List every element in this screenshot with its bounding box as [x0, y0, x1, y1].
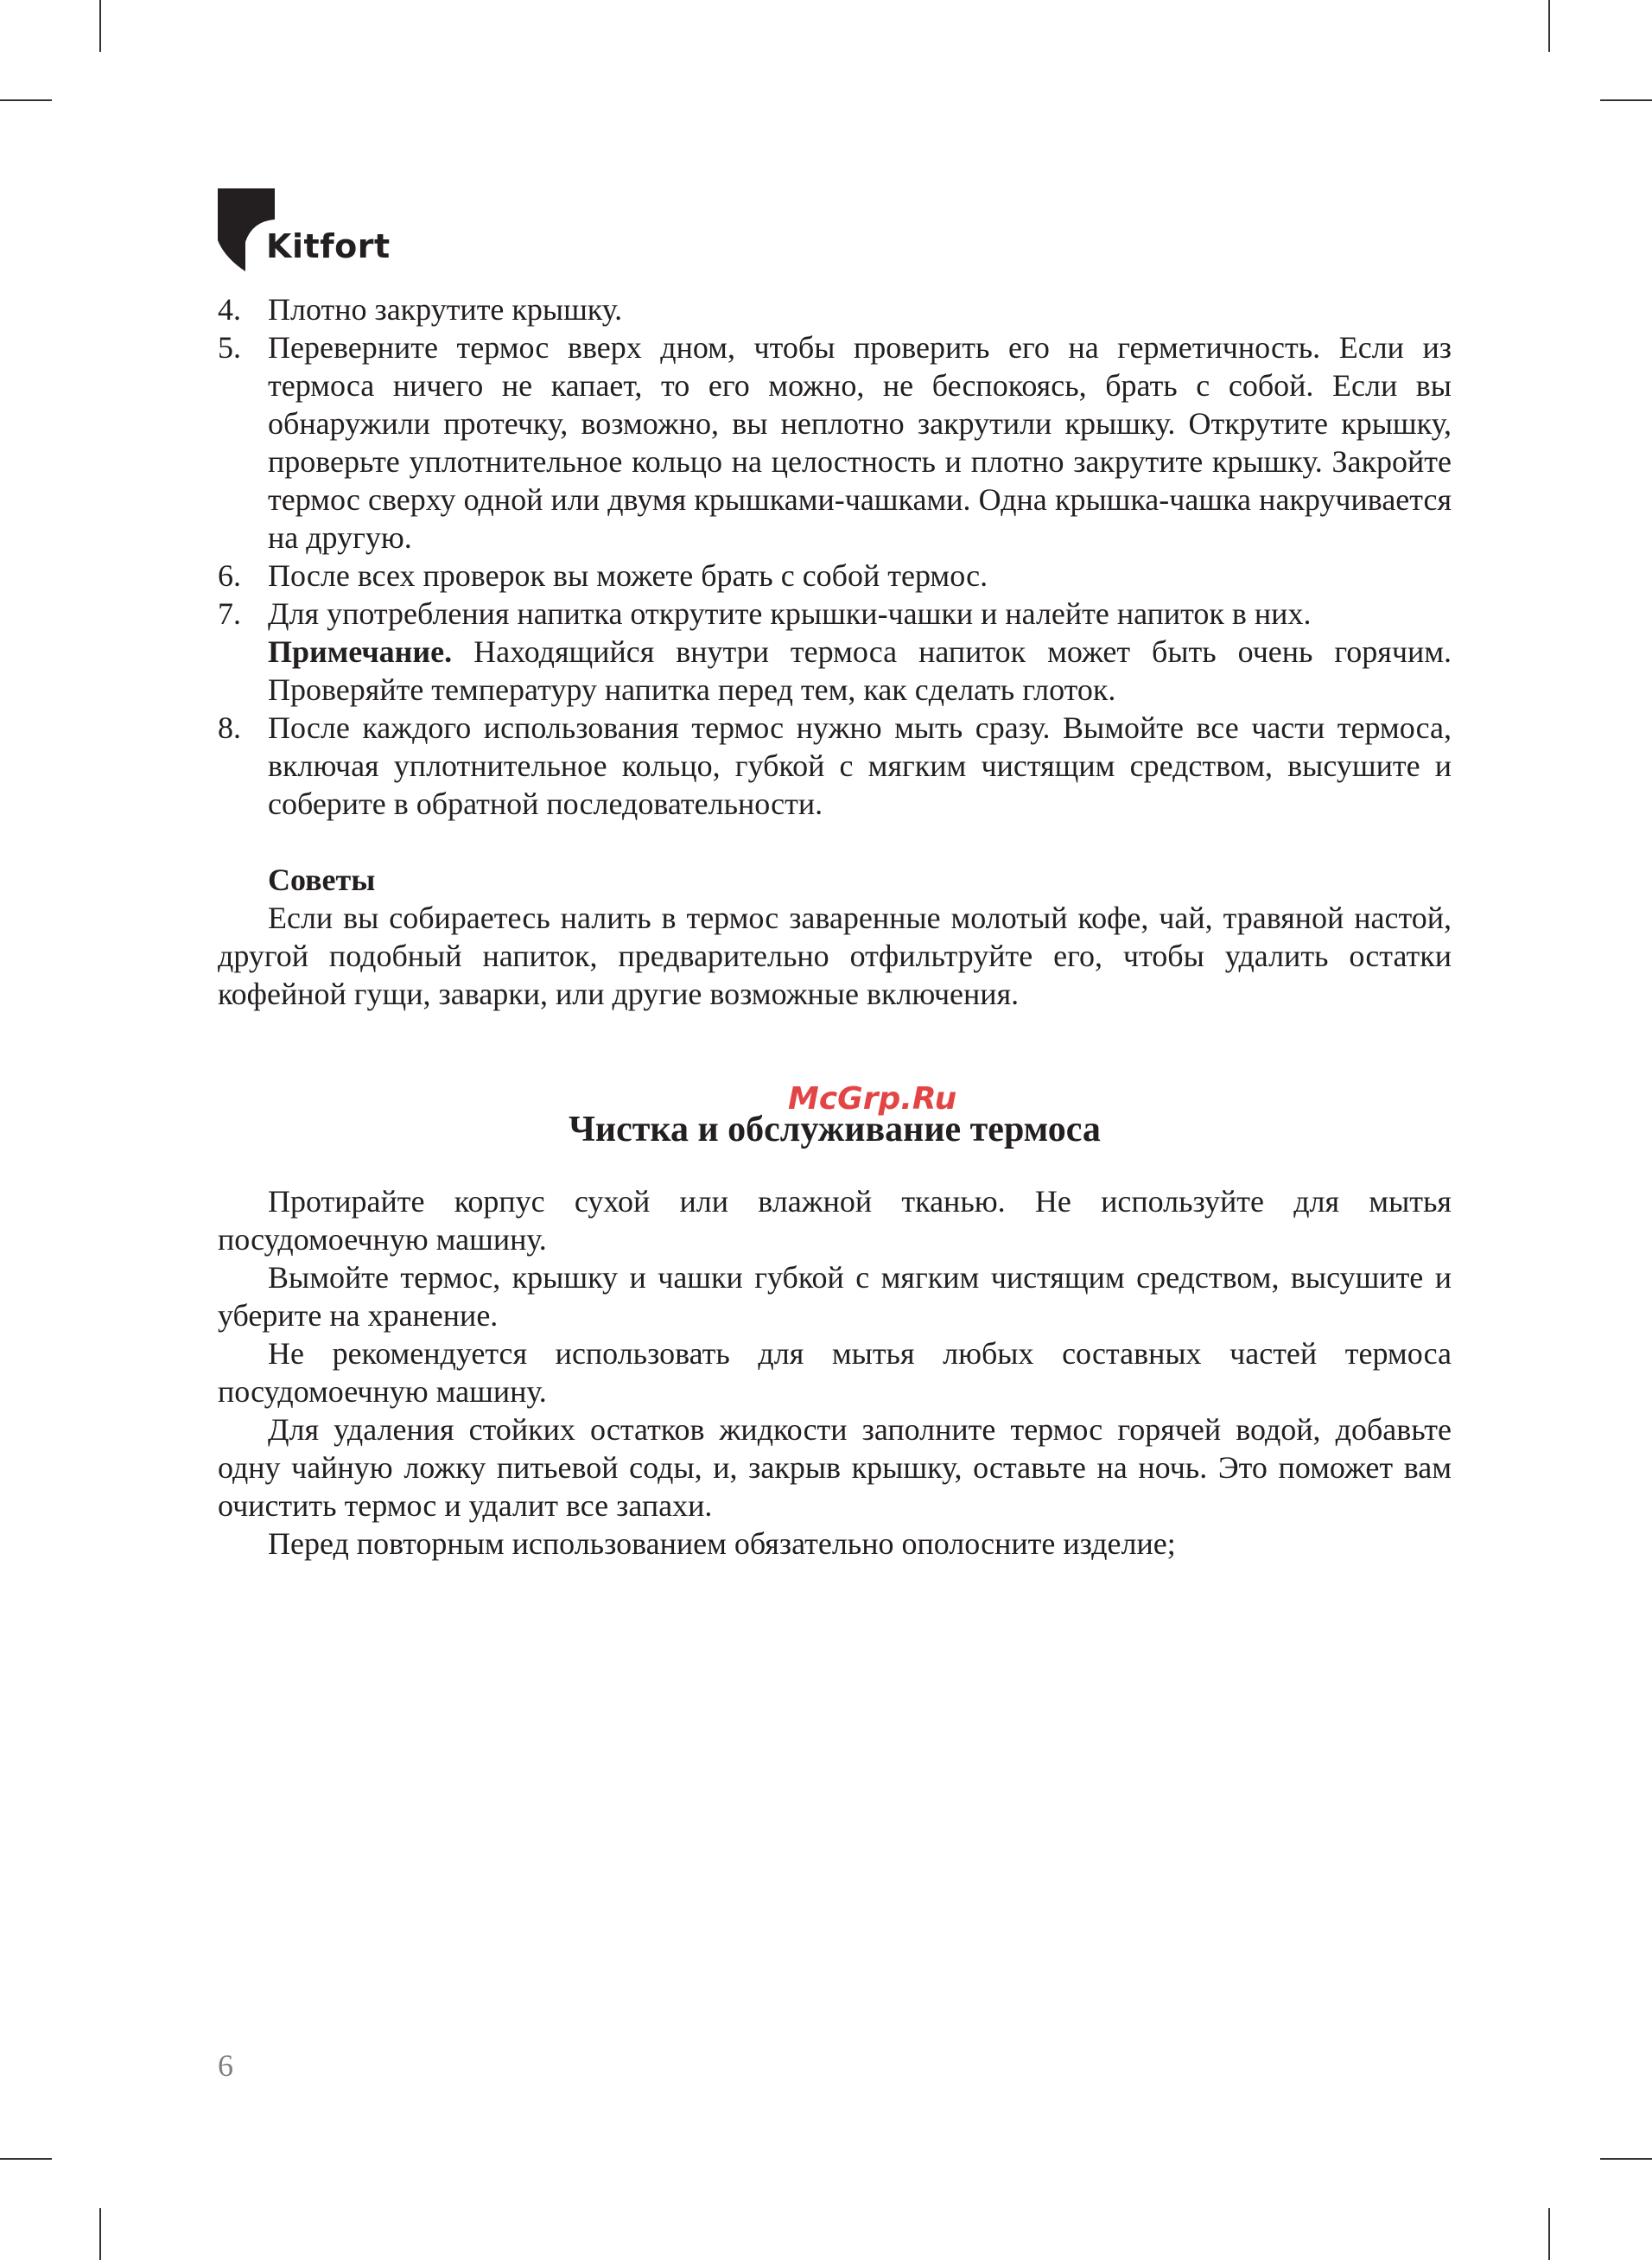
tips-heading: Советы — [268, 863, 376, 897]
crop-mark-top-right — [1548, 0, 1550, 52]
step-number: 5. — [218, 330, 241, 365]
note-text: Находящийся внутри термоса напиток может быть очень горячим. Проверяйте температуру напитка перед тем, как сделать глоток. — [268, 634, 1452, 707]
section-title-text: Чистка и обслуживание термоса — [569, 1110, 1101, 1149]
step-number: 7. — [218, 596, 241, 631]
section-title — [218, 1081, 1452, 1151]
list-item — [218, 290, 1452, 328]
crop-mark-right-top — [1600, 99, 1652, 101]
paragraph: Протирайте корпус сухой или влажной тканью. Не используйте для мытья посудомоечную машину. — [218, 1184, 1452, 1257]
instruction-steps — [218, 290, 1452, 823]
crop-mark-bottom-left — [99, 2208, 101, 2260]
list-item — [218, 328, 1452, 557]
step-number: 6. — [218, 558, 241, 593]
tips-text: Если вы собираетесь налить в термос заваренные молотый кофе, чай, травяной настой, другой подобный напиток, предварительно отфильтруйте его, чтобы удалить остатки кофейной гущи, заварки, или другие возможные включения. — [218, 901, 1452, 1011]
watermark: McGrp.Ru — [788, 1081, 957, 1117]
list-item — [218, 557, 1452, 595]
crop-mark-left-bottom — [0, 2158, 52, 2160]
crop-mark-bottom-right — [1548, 2208, 1550, 2260]
list-item — [218, 709, 1452, 823]
crop-mark-top-left — [99, 0, 101, 52]
page-number: 6 — [218, 2048, 233, 2083]
paragraph: Перед повторным использованием обязательно ополосните изделие; — [268, 1526, 1176, 1561]
tips-section — [218, 861, 1452, 1013]
note-label: Примечание. — [268, 634, 453, 669]
step-note — [268, 633, 1452, 709]
brand-name: Kitfort — [266, 227, 391, 265]
step-text: После каждого использования термос нужно мыть сразу. Вымойте все части термоса, включая уплотнительное кольцо, губкой с мягким чистящим средством, высушите и соберите в обратной последовательности. — [268, 710, 1452, 821]
page-content — [218, 290, 1452, 1563]
step-text: Переверните термос вверх дном, чтобы проверить его на герметичность. Если из термоса ничего не капает, то его можно, не беспокоясь, брать с собой. Если вы обнаружили протечку, возможно, вы неплотно закрутили крышку. Открутите крышку, проверьте уплотнительное кольцо на целостность и плотно закрутите крышку. Закройте термос сверху одной или двумя крышками-чашками. Одна крышка-чашка накручивается на другую. — [268, 330, 1452, 555]
crop-mark-left-top — [0, 99, 52, 101]
step-text: После всех проверок вы можете брать с собой термос. — [268, 558, 988, 593]
paragraph: Не рекомендуется использовать для мытья любых составных частей термоса посудомоечную машину. — [218, 1336, 1452, 1409]
step-number: 8. — [218, 710, 241, 745]
step-number: 4. — [218, 292, 241, 327]
cleaning-section — [218, 1182, 1452, 1563]
step-text: Плотно закрутите крышку. — [268, 292, 623, 327]
step-text: Для употребления напитка открутите крышки-чашки и налейте напиток в них. — [268, 596, 1312, 631]
paragraph: Для удаления стойких остатков жидкости заполните термос горячей водой, добавьте одну чайную ложку питьевой соды, и, закрыв крышку, оставьте на ночь. Это поможет вам очистить термос и удалит все запахи. — [218, 1412, 1452, 1523]
paragraph: Вымойте термос, крышку и чашки губкой с мягким чистящим средством, высушите и уберите на хранение. — [218, 1260, 1452, 1333]
kitfort-logo — [218, 188, 391, 271]
crop-mark-right-bottom — [1600, 2158, 1652, 2160]
list-item — [218, 595, 1452, 709]
